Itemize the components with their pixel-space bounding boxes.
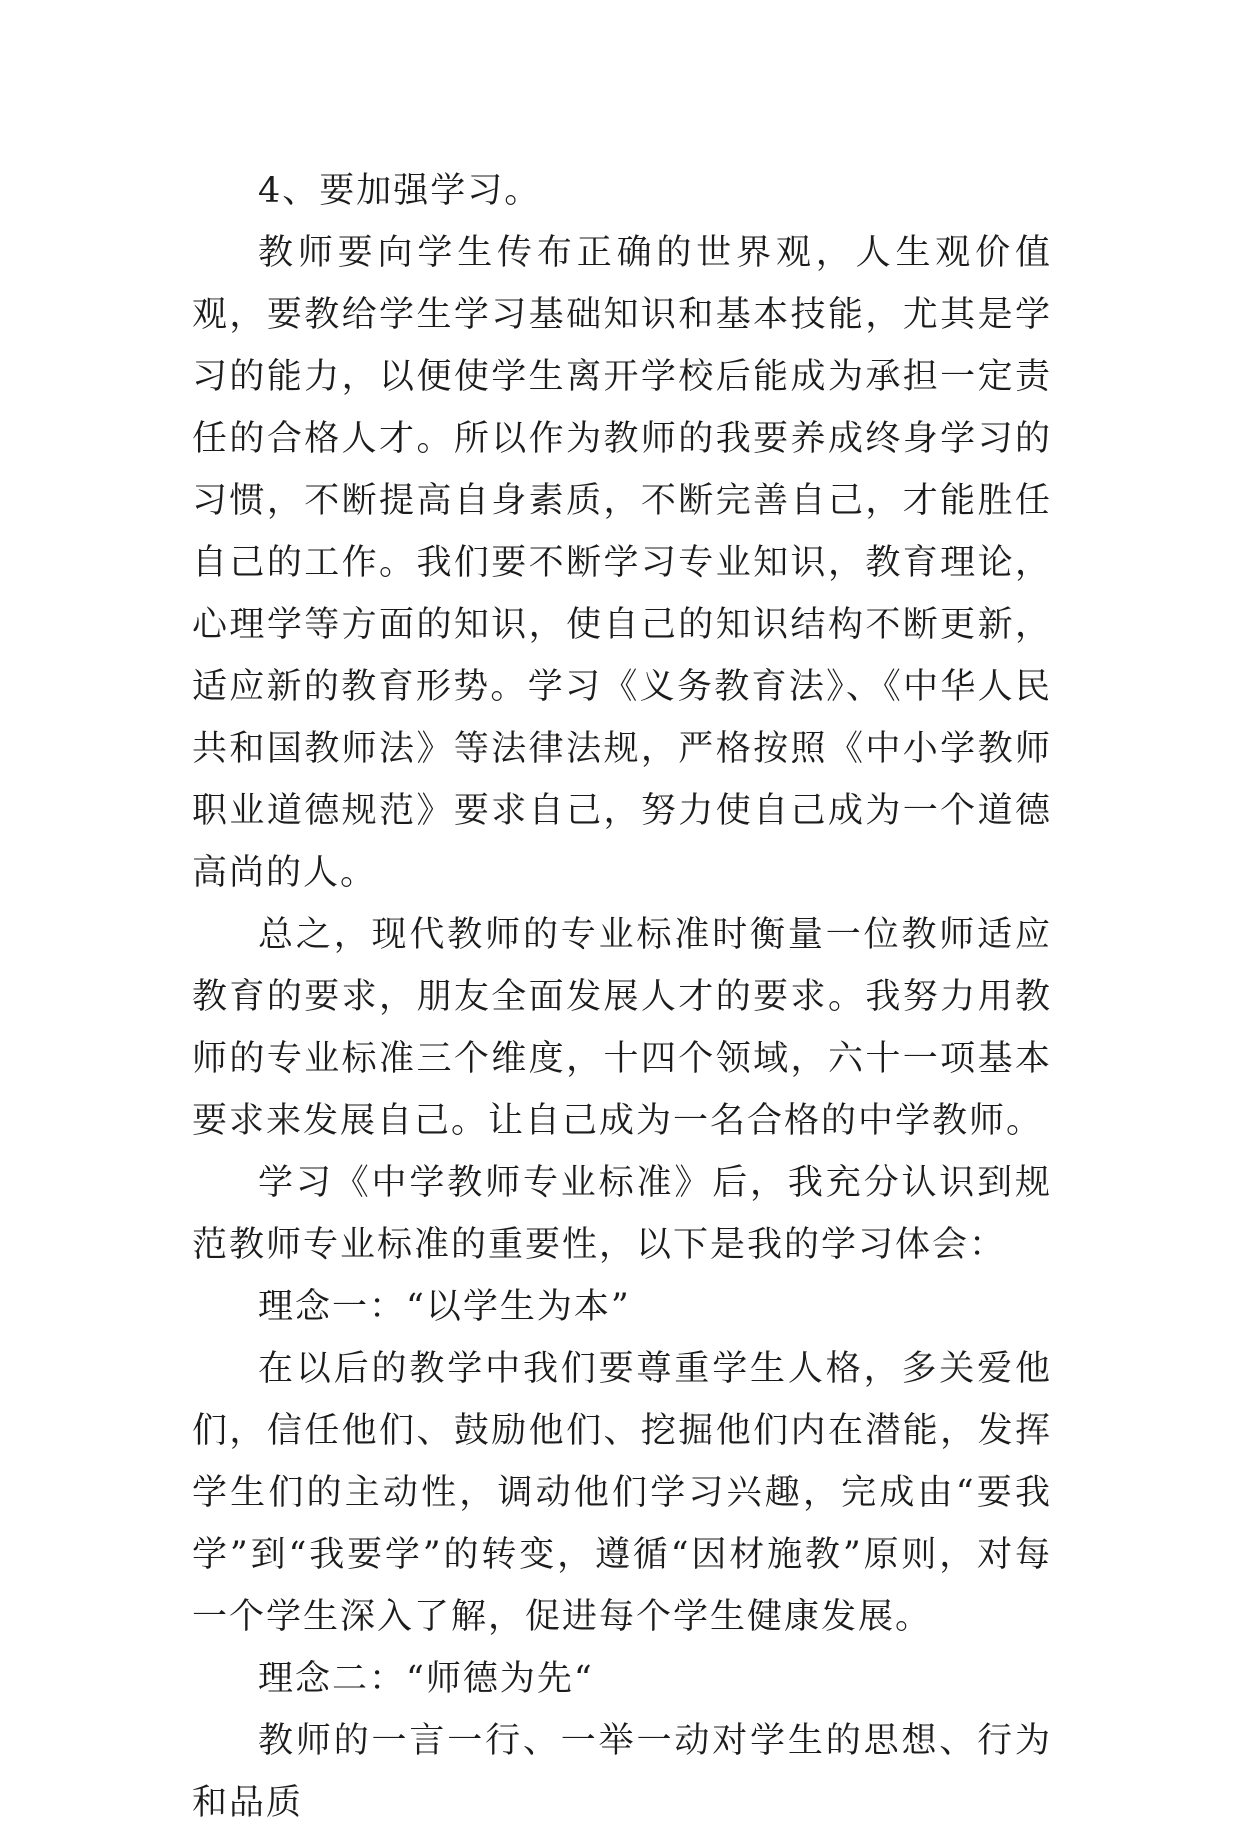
document-body <box>192 160 1052 1834</box>
paragraph-summary: 总之，现代教师的专业标准时衡量一位教师适应教育的要求，朋友全面发展人才的要求。我努力用教师的专业标准三个维度，十四个领域，六十一项基本要求来发展自己。让自己成为一名合格的中学教师。 <box>192 915 1052 1141</box>
concept-one-heading: 理念一：“以学生为本” <box>258 1287 631 1327</box>
concept-two-heading: 理念二：“师德为先“ <box>258 1659 594 1699</box>
paragraph-learning: 教师要向学生传布正确的世界观，人生观价值观，要教给学生学习基础知识和基本技能，尤其是学习的能力，以便使学生离开学校后能成为承担一定责任的合格人才。所以作为教师的我要养成终身学习的习惯，不断提高自身素质，不断完善自己，才能胜任自己的工作。我们要不断学习专业知识，教育理论，心理学等方面的知识，使自己的知识结构不断更新，适应新的教育形势。学习《义务教育法》、《中华人民共和国教师法》等法律法规，严格按照《中小学教师职业道德规范》要求自己，努力使自己成为一个道德高尚的人。 <box>192 233 1052 893</box>
paragraph-concept-one: 在以后的教学中我们要尊重学生人格，多关爱他们，信任他们、鼓励他们、挖掘他们内在潜能，发挥学生们的主动性，调动他们学习兴趣，完成由“要我学”到“我要学”的转变，遵循“因材施教”原则，对每一个学生深入了解，促进每个学生健康发展。 <box>192 1349 1052 1637</box>
paragraph-reflection-intro: 学习《中学教师专业标准》后，我充分认识到规范教师专业标准的重要性，以下是我的学习体会： <box>192 1163 1052 1265</box>
paragraph-concept-two: 教师的一言一行、一举一动对学生的思想、行为和品质 <box>192 1721 1052 1823</box>
section-heading-4: 4、要加强学习。 <box>258 171 542 211</box>
